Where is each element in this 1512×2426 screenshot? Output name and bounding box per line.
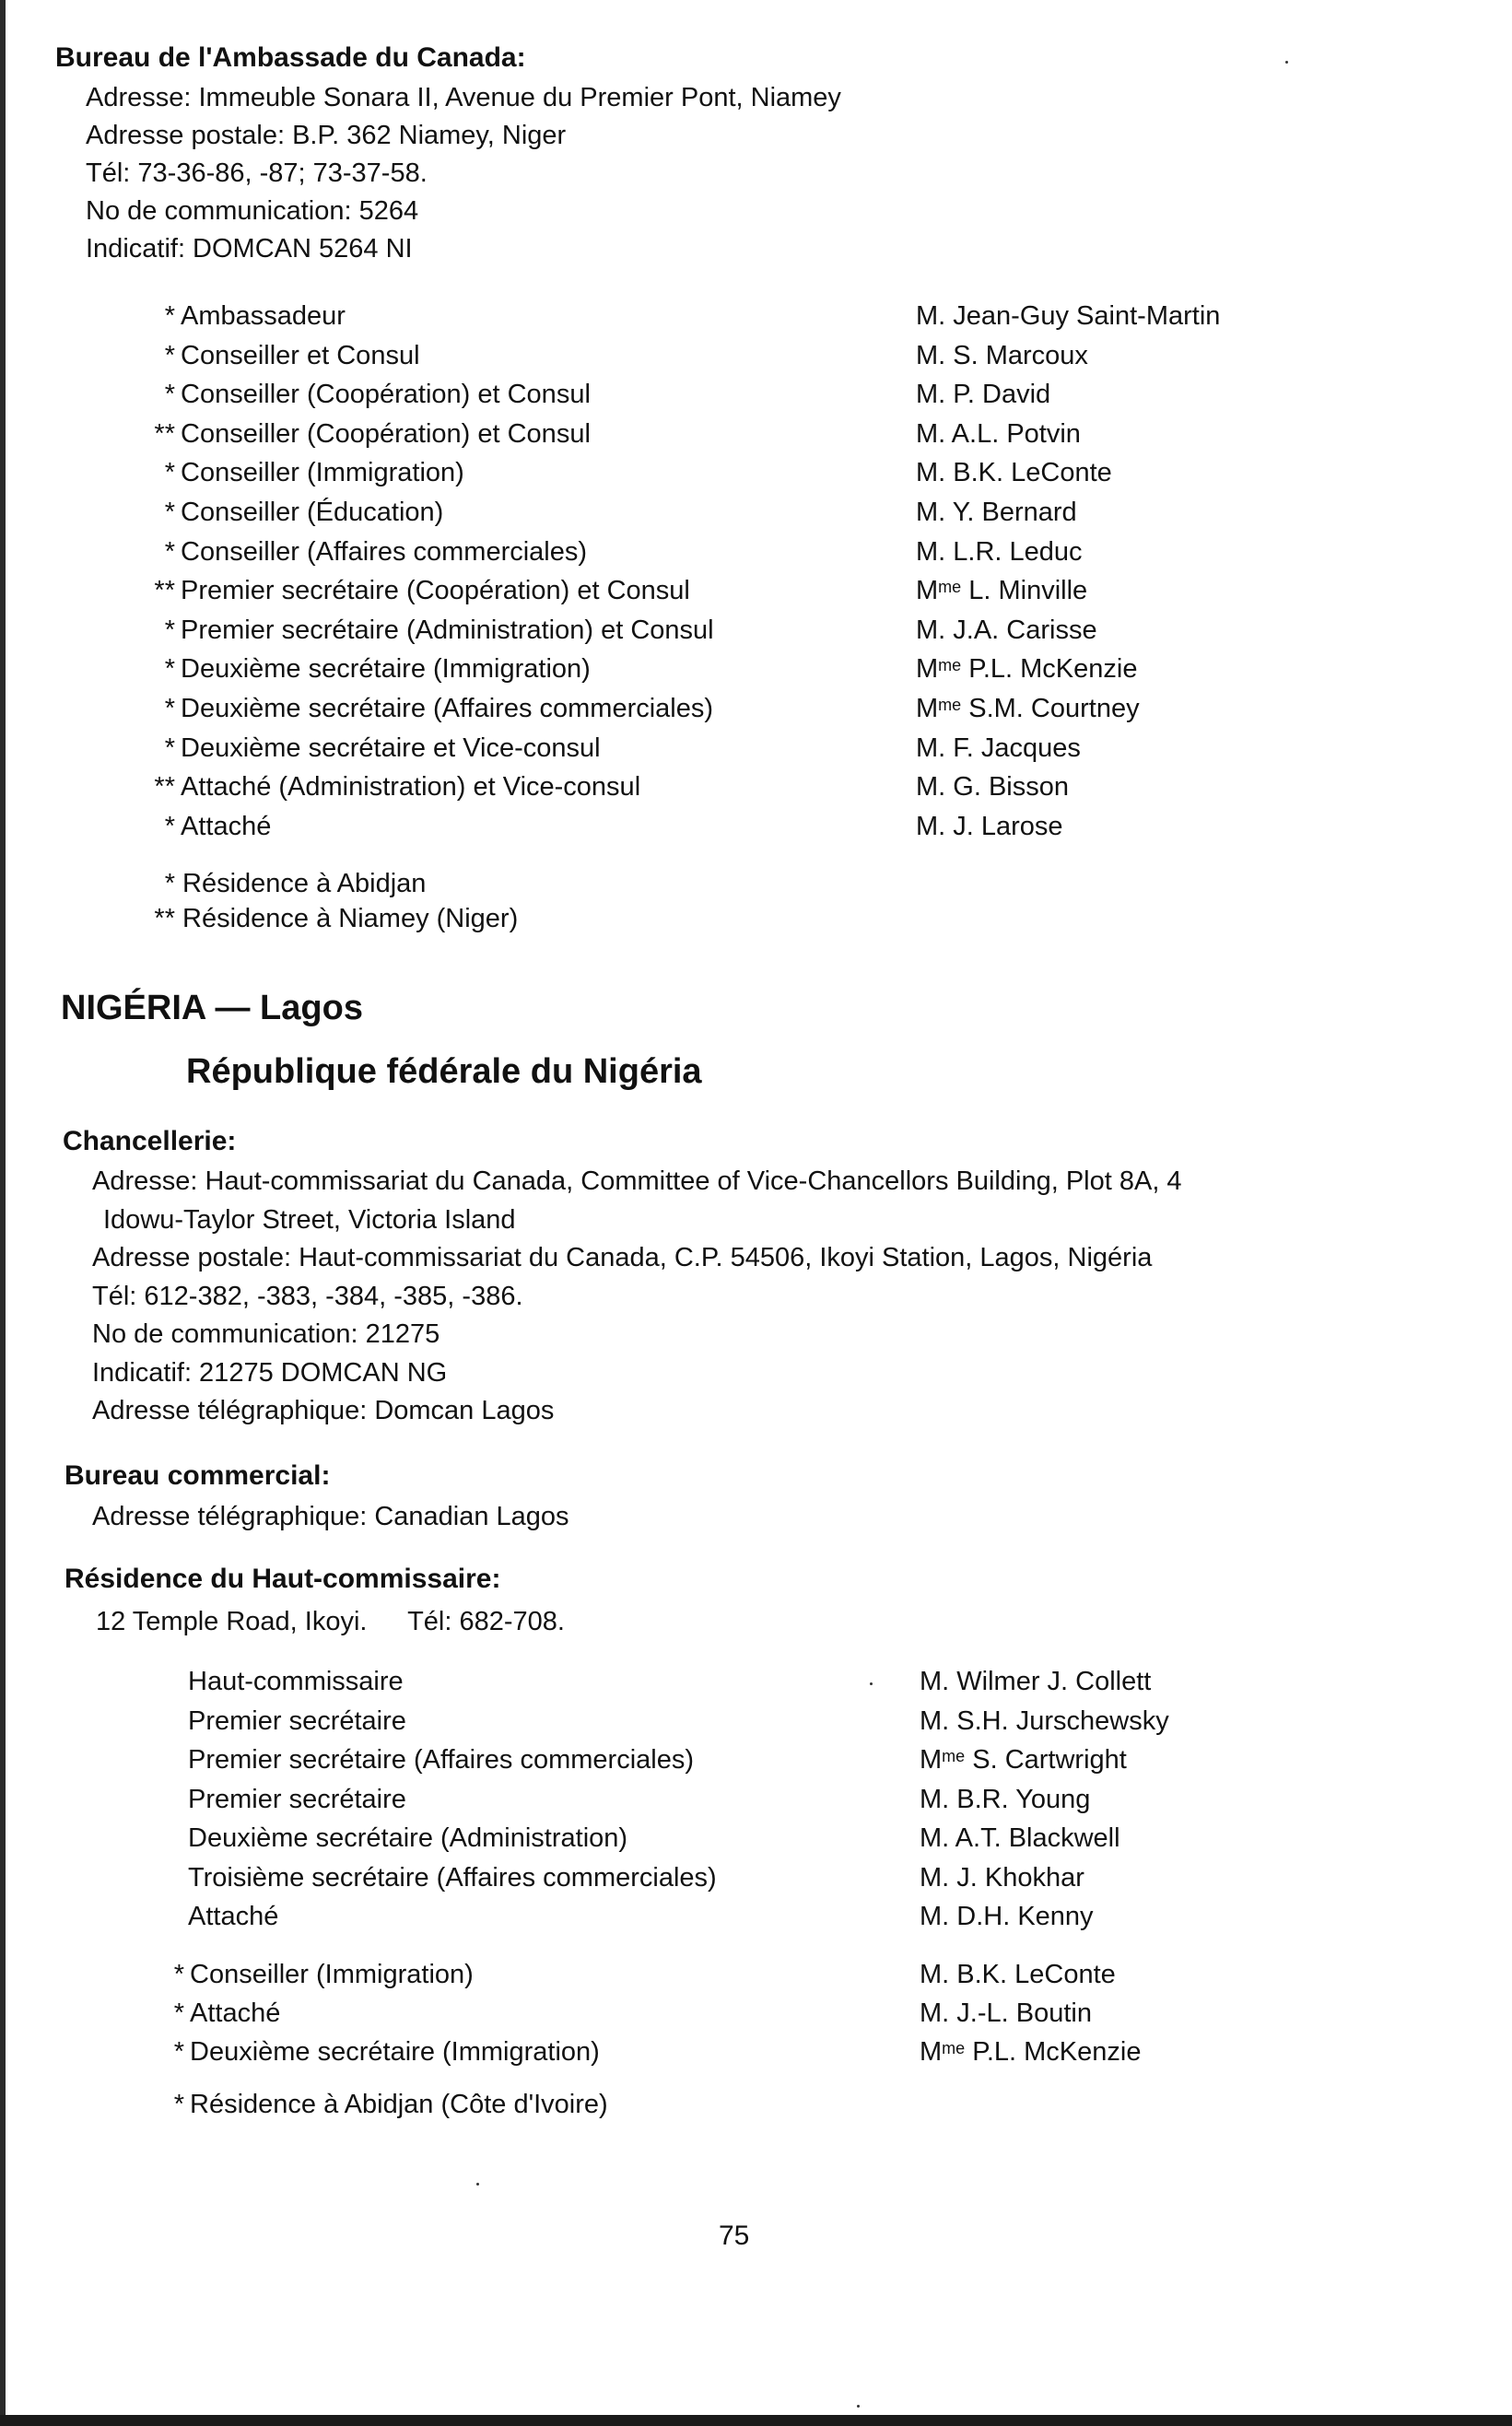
staff-name: M. P. David [916,380,1051,410]
honorific: M. [916,301,946,331]
honorific: M. [916,380,946,410]
honorific-superscript: me [942,2039,966,2057]
honorific: M. [916,536,946,567]
staff-name: M. J.-L. Boutin [920,1998,1092,2028]
honorific: M [920,1745,943,1775]
footnote-marker: * [173,2037,184,2067]
honorific: M. [920,1705,950,1736]
footnote-marker: * [164,458,175,488]
honorific-superscript: me [938,656,962,675]
staff-name: M. Y. Bernard [916,497,1077,527]
staff-row [147,1819,1345,1858]
honorific: M. [916,732,946,763]
staff-name: M. B.K. LeConte [920,1960,1116,1989]
country-heading: NIGÉRIA — Lagos [61,989,363,1027]
address-line: Tél: 612-382, -383, -384, -385, -386. [92,1281,523,1311]
staff-name: M. Wilmer J. Collett [920,1667,1152,1696]
footnote-text: Résidence à Abidjan (Côte d'Ivoire) [190,2090,608,2119]
honorific: M. [920,1823,950,1853]
staff-name: M. B.K. LeConte [916,458,1112,488]
staff-name: M. F. Jacques [916,732,1081,763]
staff-row [147,1897,1345,1937]
residence-block [96,1603,565,1641]
staff-row [138,375,1336,415]
staff-title: Conseiller (Coopération) et Consul [181,418,591,449]
staff-row [138,807,1336,847]
nigeria-nonresident-staff-list [147,1955,1345,2071]
staff-title: Conseiller (Immigration) [181,458,464,488]
staff-name: M. S.H. Jurschewsky [920,1705,1169,1736]
scan-edge-left [0,0,6,2426]
staff-title: Deuxième secrétaire (Administration) [188,1823,628,1853]
honorific: M. [920,1902,950,1931]
nigeria-footnotes [147,2085,1345,2120]
address-line: Idowu-Taylor Street, Victoria Island [103,1204,516,1235]
staff-title: Premier secrétaire [188,1705,406,1736]
address-line: Indicatif: DOMCAN 5264 NI [86,234,413,264]
honorific: M. [916,340,946,370]
honorific: M. [916,497,946,527]
nigeria-staff-list [147,1662,1345,1937]
footnote-marker: ** [154,418,175,449]
honorific: M. [916,811,946,841]
footnote-marker: * [164,380,175,410]
country-subheading: République fédérale du Nigéria [186,1052,702,1091]
honorific-superscript: me [942,1747,966,1765]
residence-line [96,1603,565,1641]
staff-name: $M^{me}$ P.L. McKenzie [916,654,1138,685]
niamey-address-block [86,79,841,268]
honorific: M [920,2037,943,2067]
footnote-marker: * [164,654,175,685]
staff-name: M. G. Bisson [916,772,1069,803]
staff-title: Deuxième secrétaire (Immigration) [181,654,591,685]
niamey-staff-list [138,297,1336,846]
honorific: M [916,693,939,723]
honorific: M. [916,772,946,803]
scan-speck [1285,61,1288,64]
footnote-marker: ** [154,576,175,606]
honorific: M. [920,1667,950,1696]
staff-row [147,1994,1345,2033]
footnote-marker: ** [154,904,175,933]
honorific: M. [920,1960,950,1989]
footnote-marker: * [173,1998,184,2028]
staff-row [138,533,1336,572]
staff-row [138,571,1336,611]
honorific: M. [916,418,946,449]
staff-row [147,1780,1345,1820]
page-number: 75 [719,2221,750,2251]
chancellerie-heading: Chancellerie: [63,1126,237,1156]
address-line: Adresse postale: Haut-commissariat du Canada, C.P. 54506, Ikoyi Station, Lagos, Nigéria [92,1243,1153,1272]
staff-title: Deuxième secrétaire (Affaires commerciales) [181,693,714,723]
staff-name: M. D.H. Kenny [920,1902,1094,1931]
staff-title: Conseiller (Coopération) et Consul [181,380,591,410]
staff-row [138,611,1336,650]
footnote-marker: * [164,811,175,841]
footnote [138,901,1336,936]
staff-title: Attaché [190,1998,281,2028]
staff-row [138,297,1336,336]
staff-row [138,729,1336,768]
staff-title: Attaché (Administration) et Vice-consul [181,772,641,803]
staff-name: M. Jean-Guy Saint-Martin [916,301,1221,331]
staff-title: Premier secrétaire (Administration) et Consul [181,615,714,645]
residence-tel: Tél: 682-708. [407,1607,565,1636]
bureau-commercial-heading: Bureau commercial: [64,1460,331,1491]
footnote [147,2085,1345,2120]
address-line: Adresse postale: B.P. 362 Niamey, Niger [86,121,567,150]
staff-row [147,1740,1345,1780]
staff-row [138,650,1336,689]
staff-row [138,453,1336,493]
address-line: Indicatif: 21275 DOMCAN NG [92,1357,448,1388]
staff-title: Troisième secrétaire (Affaires commerciales) [188,1862,717,1893]
staff-row [138,689,1336,729]
staff-row [147,1702,1345,1741]
bureau-commercial-block [92,1498,569,1536]
address-line: Tél: 73-36-86, -87; 73-37-58. [86,158,428,188]
staff-title: Premier secrétaire [188,1784,406,1814]
staff-title: Deuxième secrétaire (Immigration) [190,2037,600,2067]
footnote-marker: * [164,301,175,331]
footnote-marker: * [173,1960,184,1989]
staff-row [138,415,1336,454]
section-heading-niamey-bureau: Bureau de l'Ambassade du Canada: [55,42,526,73]
niamey-footnotes [138,866,1336,936]
staff-name: M. A.T. Blackwell [920,1823,1120,1853]
staff-title: Deuxième secrétaire et Vice-consul [181,732,601,763]
honorific: M. [920,1784,950,1814]
address-line: Adresse: Haut-commissariat du Canada, Committee of Vice-Chancellors Building, Plot 8A, 4 [92,1166,1182,1196]
staff-name: $M^{me}$ L. Minville [916,576,1088,606]
footnote-marker: * [164,497,175,527]
address-line: Adresse: Immeuble Sonara II, Avenue du Premier Pont, Niamey [86,83,841,112]
staff-title: Attaché [188,1902,279,1931]
staff-row [147,1858,1345,1898]
staff-name: $M^{me}$ P.L. McKenzie [920,2037,1142,2067]
staff-name: M. J. Khokhar [920,1862,1084,1893]
staff-row [138,336,1336,376]
footnote [138,866,1336,901]
staff-title: Haut-commissaire [188,1667,404,1696]
address-line: Adresse télégraphique: Domcan Lagos [92,1396,555,1425]
staff-title: Conseiller (Immigration) [190,1960,474,1989]
honorific: M. [916,615,946,645]
staff-title: Conseiller (Éducation) [181,497,444,527]
residence-heading: Résidence du Haut-commissaire: [64,1564,501,1594]
footnote-marker: * [173,2090,184,2119]
address-line: No de communication: 5264 [86,196,419,226]
footnote-text: Résidence à Abidjan [182,869,427,898]
address-line: Adresse télégraphique: Canadian Lagos [92,1502,569,1531]
staff-title: Premier secrétaire (Affaires commerciales) [188,1745,694,1775]
honorific: M. [920,1862,950,1893]
staff-title: Ambassadeur [181,301,346,331]
scan-speck [476,2183,479,2186]
scan-speck [857,2405,860,2408]
footnote-marker: * [164,693,175,723]
honorific-superscript: me [938,695,962,714]
staff-title: Conseiller et Consul [181,340,420,370]
staff-row [147,2033,1345,2071]
footnote-text: Résidence à Niamey (Niger) [182,904,519,933]
staff-name: M. L.R. Leduc [916,536,1083,567]
staff-row [147,1955,1345,1994]
staff-title: Premier secrétaire (Coopération) et Consul [181,576,690,606]
staff-name: M. J. Larose [916,811,1063,841]
staff-name: M. B.R. Young [920,1784,1091,1814]
footnote-marker: * [164,732,175,763]
honorific-superscript: me [938,578,962,597]
chancellerie-address-block [92,1163,1182,1431]
scan-edge-bottom [0,2415,1512,2426]
staff-row [138,768,1336,807]
footnote-marker: * [164,869,175,898]
footnote-marker: * [164,340,175,370]
staff-row [138,493,1336,533]
staff-name: $M^{me}$ S.M. Courtney [916,693,1140,723]
scan-speck [870,1682,873,1685]
staff-row [147,1662,1345,1702]
address-line: No de communication: 21275 [92,1319,440,1349]
footnote-marker: * [164,536,175,567]
footnote-marker: * [164,615,175,645]
residence-address: 12 Temple Road, Ikoyi. [96,1607,368,1636]
staff-title: Attaché [181,811,272,841]
honorific: M [916,654,939,685]
staff-name: M. J.A. Carisse [916,615,1097,645]
honorific: M. [920,1998,950,2028]
staff-name: M. A.L. Potvin [916,418,1081,449]
honorific: M [916,576,939,606]
staff-name: M. S. Marcoux [916,340,1088,370]
staff-name: $M^{me}$ S. Cartwright [920,1745,1127,1775]
honorific: M. [916,458,946,488]
staff-title: Conseiller (Affaires commerciales) [181,536,588,567]
footnote-marker: ** [154,772,175,803]
